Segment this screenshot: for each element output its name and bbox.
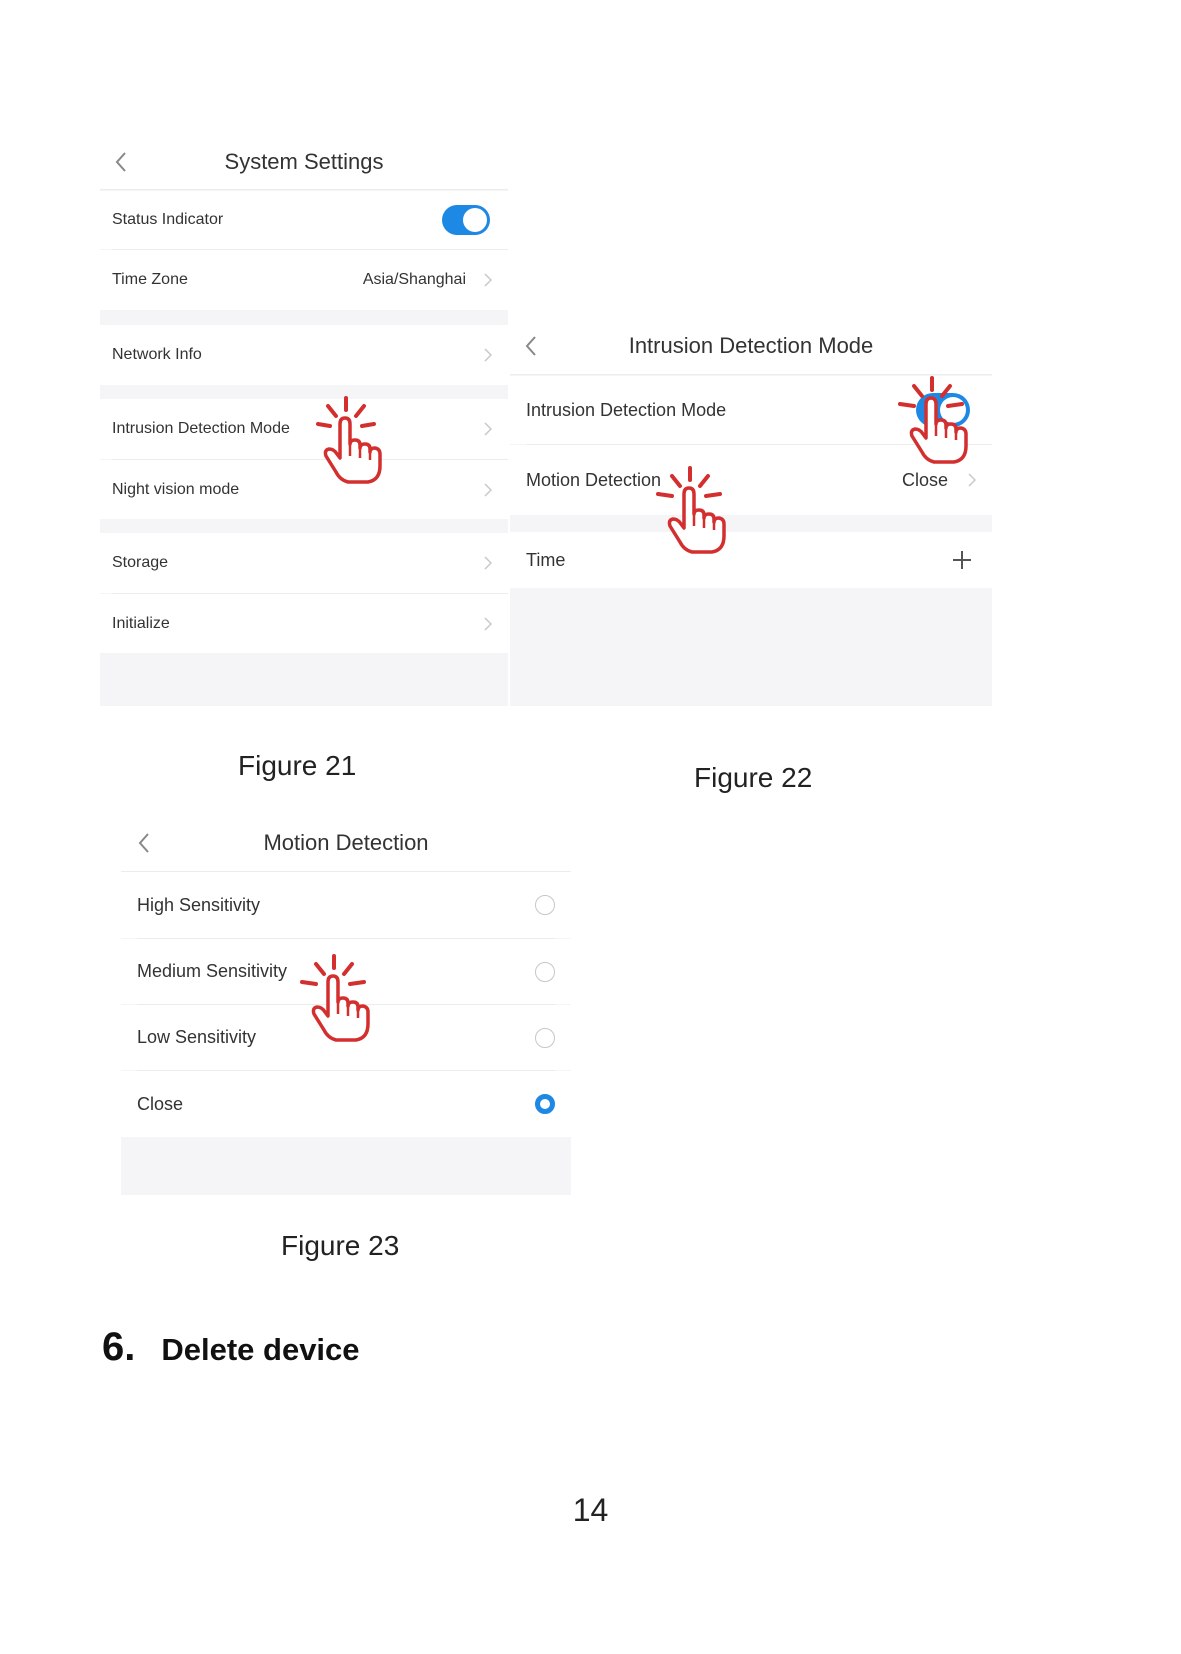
option-label: Low Sensitivity: [137, 1027, 257, 1047]
intrusion-detection-mode-label: Intrusion Detection Mode: [526, 399, 727, 420]
network-info-label: Network Info: [112, 346, 202, 363]
radio-button[interactable]: [535, 1028, 555, 1048]
radio-button-selected[interactable]: [535, 1094, 555, 1114]
tap-hand-icon: [896, 372, 976, 468]
add-time-button[interactable]: [952, 550, 972, 570]
chevron-right-icon: [480, 483, 496, 497]
chevron-right-icon: [480, 422, 496, 436]
time-row: [510, 532, 992, 588]
night-vision-mode-label: Night vision mode: [112, 480, 240, 498]
figure21-screen: [100, 135, 508, 706]
option-label: High Sensitivity: [137, 894, 261, 915]
tap-hand-icon: [298, 950, 378, 1046]
network-info-row[interactable]: [100, 325, 508, 385]
initialize-row[interactable]: [100, 594, 508, 653]
time-zone-label: Time Zone: [112, 271, 188, 288]
chevron-right-icon: [964, 473, 980, 487]
tap-hand-icon: [310, 392, 390, 488]
storage-label: Storage: [112, 554, 169, 571]
motion-detection-label: Motion Detection: [526, 469, 662, 490]
storage-row[interactable]: [100, 533, 508, 593]
radio-button[interactable]: [535, 962, 555, 982]
page-title: Motion Detection: [263, 830, 429, 855]
close-option[interactable]: [121, 1071, 571, 1137]
chevron-right-icon: [480, 556, 496, 570]
intrusion-detection-mode-label: Intrusion Detection Mode: [112, 420, 290, 437]
status-indicator-row: [100, 191, 508, 249]
status-indicator-toggle[interactable]: [442, 205, 490, 235]
chevron-right-icon: [480, 348, 496, 362]
toggle-knob: [463, 208, 487, 232]
tap-hand-icon: [654, 462, 734, 558]
initialize-label: Initialize: [112, 614, 170, 632]
night-vision-mode-row[interactable]: [100, 460, 508, 519]
chevron-right-icon: [480, 617, 496, 631]
figure21-header: [100, 135, 508, 190]
status-indicator-label: Status Indicator: [112, 211, 224, 228]
section-number: 6.: [102, 1325, 136, 1369]
plus-icon: [952, 550, 972, 570]
high-sensitivity-option[interactable]: [121, 872, 571, 938]
figure21-caption: Figure 21: [238, 750, 357, 781]
time-label: Time: [526, 549, 566, 570]
page-number: 14: [572, 1492, 609, 1528]
intrusion-detection-mode-row[interactable]: [100, 399, 508, 459]
figure23-caption: Figure 23: [281, 1230, 400, 1261]
figure22-caption: Figure 22: [694, 762, 813, 793]
option-label: Medium Sensitivity: [137, 961, 288, 981]
motion-detection-value: Close: [901, 469, 948, 490]
time-zone-value: Asia/Shanghai: [362, 271, 466, 288]
figure22-header: [510, 318, 992, 375]
radio-button[interactable]: [535, 895, 555, 915]
figure23-header: [121, 815, 571, 872]
page-title: Intrusion Detection Mode: [628, 333, 874, 358]
option-label: Close: [137, 1093, 184, 1114]
page-title: System Settings: [224, 149, 384, 174]
section-title: Delete device: [161, 1332, 360, 1367]
section-heading: [102, 1325, 360, 1370]
chevron-right-icon: [480, 273, 496, 287]
time-zone-row[interactable]: [100, 250, 508, 310]
